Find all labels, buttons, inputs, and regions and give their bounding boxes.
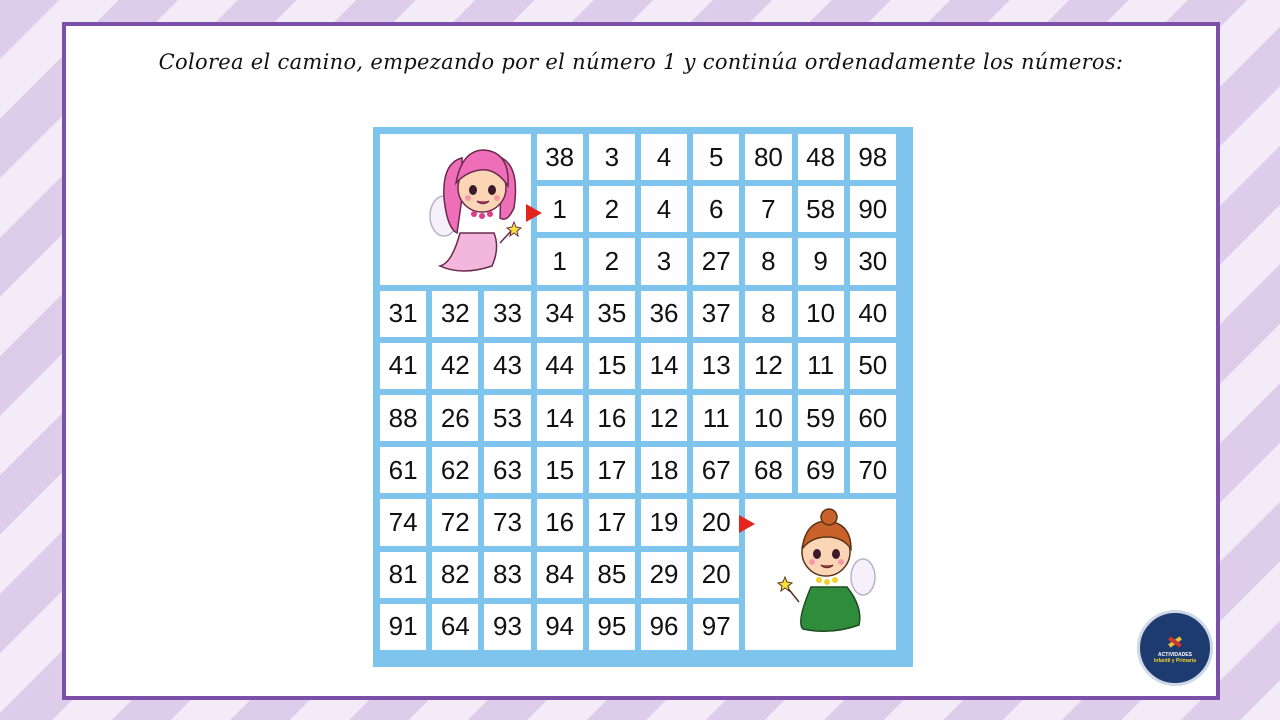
- maze-cell[interactable]: 18: [641, 447, 687, 493]
- maze-cell[interactable]: 98: [850, 134, 896, 180]
- maze-cell[interactable]: 91: [380, 604, 426, 650]
- logo-title: ACTIVIDADES: [1158, 652, 1192, 658]
- maze-cell[interactable]: 50: [850, 343, 896, 389]
- maze-cell[interactable]: 30: [850, 238, 896, 284]
- finish-arrow-icon: [739, 515, 755, 533]
- maze-cell[interactable]: 19: [641, 499, 687, 545]
- maze-cell[interactable]: 82: [432, 552, 478, 598]
- start-corner: [380, 134, 531, 285]
- maze-cell[interactable]: 58: [798, 186, 844, 232]
- maze-cell[interactable]: 42: [432, 343, 478, 389]
- maze-cell[interactable]: 14: [537, 395, 583, 441]
- maze-cell[interactable]: 67: [693, 447, 739, 493]
- worksheet-frame: [62, 22, 1220, 700]
- maze-cell[interactable]: 27: [693, 238, 739, 284]
- maze-cell[interactable]: 9: [798, 238, 844, 284]
- maze-cell[interactable]: 11: [798, 343, 844, 389]
- finish-corner: [745, 499, 896, 650]
- logo-subtitle: Infantil y Primaria: [1154, 658, 1196, 664]
- maze-cell[interactable]: 12: [641, 395, 687, 441]
- pink-fairy-icon: [422, 138, 522, 278]
- maze-cell[interactable]: 7: [745, 186, 791, 232]
- maze-cell[interactable]: 44: [537, 343, 583, 389]
- maze-cell[interactable]: 16: [589, 395, 635, 441]
- maze-cell[interactable]: 74: [380, 499, 426, 545]
- maze-cell[interactable]: 69: [798, 447, 844, 493]
- maze-cell[interactable]: 15: [589, 343, 635, 389]
- brand-logo: [1137, 610, 1213, 686]
- maze-cell[interactable]: 41: [380, 343, 426, 389]
- maze-cell[interactable]: 96: [641, 604, 687, 650]
- instruction-text: Colorea el camino, empezando por el número 1 y continúa ordenadamente los números:: [158, 50, 1124, 74]
- maze-cell[interactable]: 31: [380, 291, 426, 337]
- maze-cell[interactable]: 81: [380, 552, 426, 598]
- maze-cell[interactable]: 2: [589, 186, 635, 232]
- maze-cell[interactable]: 29: [641, 552, 687, 598]
- maze-cell[interactable]: 4: [641, 186, 687, 232]
- maze-cell[interactable]: 60: [850, 395, 896, 441]
- maze-cell[interactable]: 17: [589, 499, 635, 545]
- maze-cell[interactable]: 15: [537, 447, 583, 493]
- maze-cell[interactable]: 37: [693, 291, 739, 337]
- maze-cell[interactable]: 2: [589, 238, 635, 284]
- start-arrow-icon: [526, 204, 542, 222]
- maze-cell[interactable]: 3: [589, 134, 635, 180]
- maze-cell[interactable]: 32: [432, 291, 478, 337]
- maze-cell[interactable]: 59: [798, 395, 844, 441]
- maze-cell[interactable]: 6: [693, 186, 739, 232]
- maze-cell[interactable]: 16: [537, 499, 583, 545]
- maze-cell[interactable]: 90: [850, 186, 896, 232]
- maze-cell[interactable]: 33: [484, 291, 530, 337]
- maze-cell[interactable]: 43: [484, 343, 530, 389]
- maze-cell[interactable]: 64: [432, 604, 478, 650]
- maze-cell[interactable]: 95: [589, 604, 635, 650]
- maze-cell[interactable]: 72: [432, 499, 478, 545]
- maze-cell[interactable]: 1: [537, 238, 583, 284]
- maze-cell[interactable]: 73: [484, 499, 530, 545]
- maze-cell[interactable]: 80: [745, 134, 791, 180]
- maze-cell[interactable]: 35: [589, 291, 635, 337]
- maze-cell[interactable]: 10: [798, 291, 844, 337]
- maze-cell[interactable]: 97: [693, 604, 739, 650]
- maze-cell[interactable]: 8: [745, 238, 791, 284]
- maze-cell[interactable]: 85: [589, 552, 635, 598]
- maze-grid: [377, 131, 909, 663]
- maze-cell[interactable]: 20: [693, 499, 739, 545]
- maze-cell[interactable]: 1: [537, 186, 583, 232]
- maze-cell[interactable]: 34: [537, 291, 583, 337]
- maze-cell[interactable]: 14: [641, 343, 687, 389]
- maze-cell[interactable]: 48: [798, 134, 844, 180]
- maze-cell[interactable]: 20: [693, 552, 739, 598]
- maze-cell[interactable]: 12: [745, 343, 791, 389]
- maze-cell[interactable]: 11: [693, 395, 739, 441]
- maze-cell[interactable]: 94: [537, 604, 583, 650]
- maze-cell[interactable]: 38: [537, 134, 583, 180]
- crayon-icon: [1165, 632, 1185, 652]
- maze-cell[interactable]: 3: [641, 238, 687, 284]
- maze-cell[interactable]: 5: [693, 134, 739, 180]
- maze-cell[interactable]: 68: [745, 447, 791, 493]
- maze-cell[interactable]: 26: [432, 395, 478, 441]
- maze-cell[interactable]: 36: [641, 291, 687, 337]
- maze-cell[interactable]: 84: [537, 552, 583, 598]
- maze-cell[interactable]: 93: [484, 604, 530, 650]
- maze-cell[interactable]: 63: [484, 447, 530, 493]
- maze-cell[interactable]: 10: [745, 395, 791, 441]
- maze-cell[interactable]: 70: [850, 447, 896, 493]
- maze-cell[interactable]: 40: [850, 291, 896, 337]
- maze-cell[interactable]: 13: [693, 343, 739, 389]
- maze-cell[interactable]: 83: [484, 552, 530, 598]
- maze-cell[interactable]: 61: [380, 447, 426, 493]
- green-fairy-icon: [771, 507, 881, 637]
- number-maze: [373, 127, 913, 667]
- maze-cell[interactable]: 88: [380, 395, 426, 441]
- maze-cell[interactable]: 53: [484, 395, 530, 441]
- maze-cell[interactable]: 17: [589, 447, 635, 493]
- maze-cell[interactable]: 8: [745, 291, 791, 337]
- maze-cell[interactable]: 4: [641, 134, 687, 180]
- maze-cell[interactable]: 62: [432, 447, 478, 493]
